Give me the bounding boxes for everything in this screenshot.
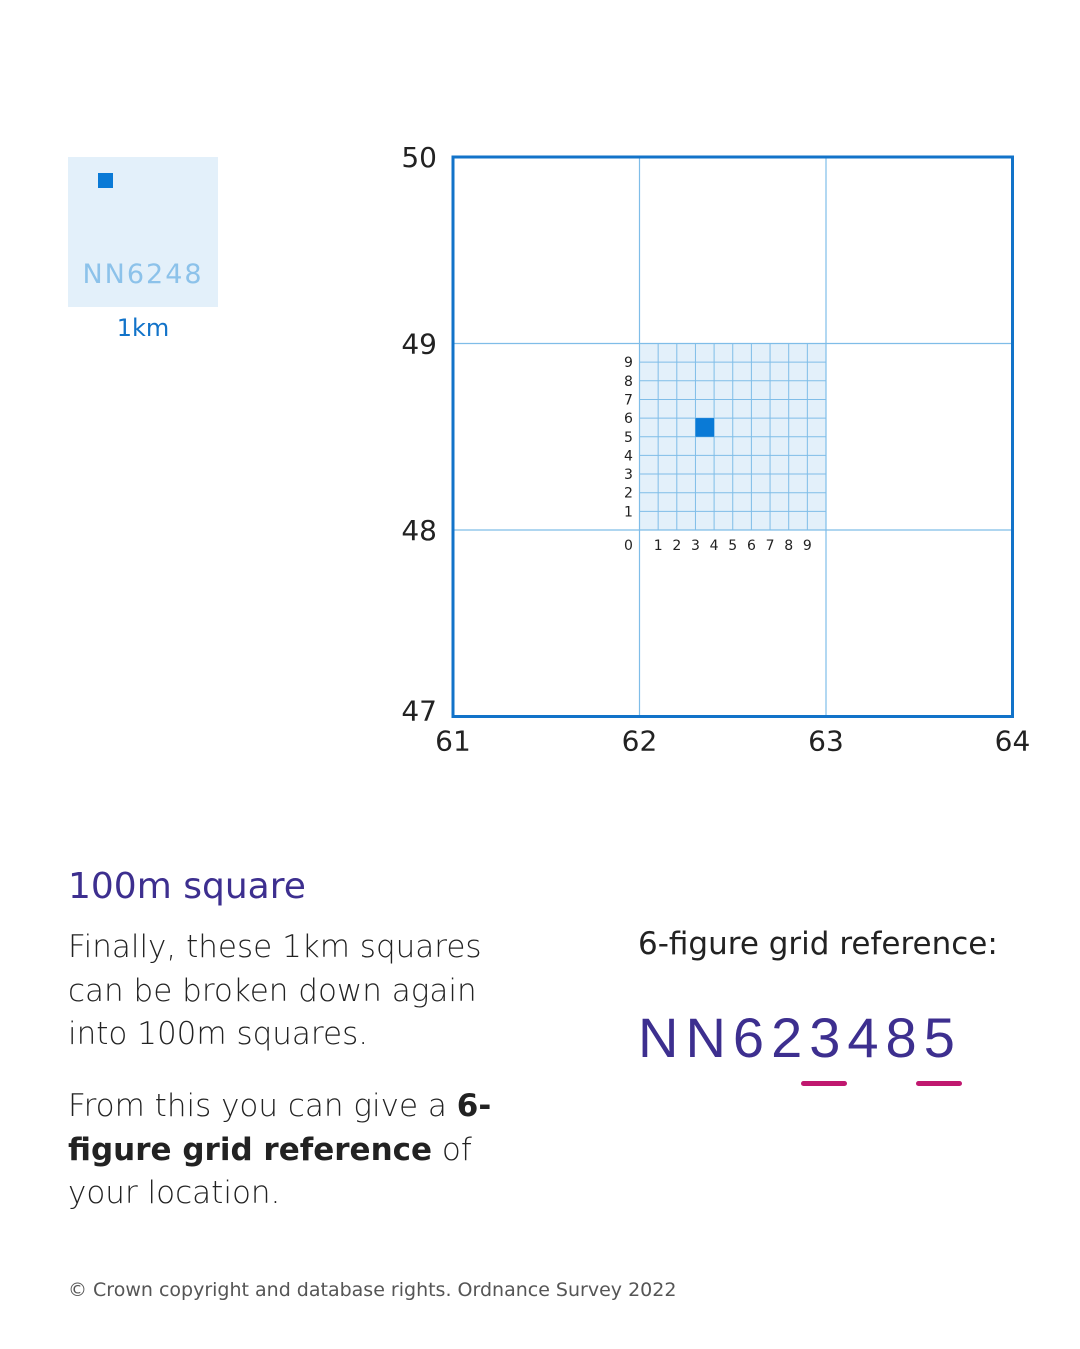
northing-label: 50 <box>401 141 437 174</box>
ref-char: 4 <box>847 1006 886 1069</box>
paragraph-instruction-end: of your location. <box>68 1131 472 1211</box>
sub-easting-label: 2 <box>672 538 682 554</box>
paragraph-instruction <box>68 1085 538 1216</box>
northing-label: 49 <box>401 327 437 361</box>
sub-easting-label: 1 <box>653 538 663 554</box>
sub-northing-label: 5 <box>624 429 633 446</box>
sub-easting-label: 5 <box>728 538 738 554</box>
sub-easting-label: 0 <box>624 538 633 554</box>
easting-label: 63 <box>808 724 844 758</box>
grid-reference-label: 6-figure grid reference: <box>638 926 998 962</box>
northing-label: 48 <box>401 514 437 547</box>
copyright-notice: © Crown copyright and database rights. Ordnance Survey 2022 <box>68 1279 677 1301</box>
sub-easting-label: 9 <box>802 538 812 554</box>
sub-easting-label: 3 <box>690 538 700 554</box>
ref-char-underlined: 3 <box>809 1006 848 1069</box>
easting-label: 61 <box>435 724 471 758</box>
sub-northing-label: 6 <box>624 411 633 428</box>
ref-char: 6 <box>732 1006 772 1069</box>
location-marker <box>695 418 714 437</box>
easting-label: 64 <box>994 724 1031 758</box>
sub-easting-label: 8 <box>784 538 794 554</box>
legend-scale: 1km <box>116 314 170 342</box>
grid-reference-value <box>638 1005 962 1070</box>
sub-northing-label: 4 <box>624 448 633 465</box>
ref-char: N <box>638 1006 686 1069</box>
sub-easting-label: 7 <box>765 538 775 554</box>
ref-char-underlined: 5 <box>923 1006 962 1069</box>
sub-northing-label: 3 <box>624 467 633 484</box>
legend-grid-code: NN6248 <box>82 259 204 290</box>
paragraph-intro: Finally, these 1km squares can be broken down again into 100m squares. <box>68 929 482 1052</box>
sub-northing-label: 7 <box>624 392 633 409</box>
section-heading: 100m square <box>68 866 306 907</box>
sub-easting-label: 4 <box>709 538 719 554</box>
paragraph-instruction-start: From this you can give a <box>68 1088 457 1124</box>
sub-easting-label: 6 <box>746 538 756 554</box>
ref-char: 2 <box>771 1006 810 1069</box>
paragraph-instruction-bold: 6-figure grid reference <box>68 1088 492 1168</box>
sub-northing-label: 8 <box>624 373 633 390</box>
ref-char: N <box>685 1006 733 1069</box>
sub-northing-label: 2 <box>624 485 633 502</box>
northing-label: 47 <box>401 694 437 728</box>
sub-northing-label: 9 <box>624 355 633 372</box>
sub-northing-label: 1 <box>624 504 633 521</box>
easting-label: 62 <box>621 724 658 758</box>
ref-char: 8 <box>885 1006 924 1069</box>
